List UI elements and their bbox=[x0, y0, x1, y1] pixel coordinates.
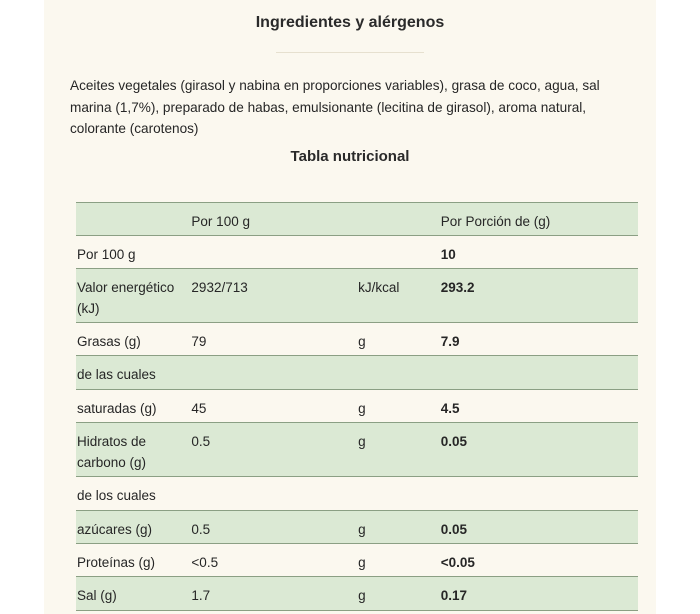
row-unit bbox=[357, 477, 440, 511]
row-unit bbox=[357, 356, 440, 390]
row-value-per-portion bbox=[440, 356, 638, 390]
row-unit: g bbox=[357, 323, 440, 356]
row-label: Sal (g) bbox=[76, 577, 190, 611]
row-label: Valor energético (kJ) bbox=[76, 269, 190, 323]
row-value-per-100g: 1.7 bbox=[190, 577, 357, 611]
table-row bbox=[76, 544, 638, 577]
row-value-per-portion: 0.17 bbox=[440, 577, 638, 611]
nutrition-table bbox=[76, 202, 638, 611]
row-unit: g bbox=[357, 544, 440, 577]
row-unit: kJ/kcal bbox=[357, 269, 440, 323]
ingredients-text: Aceites vegetales (girasol y nabina en proporciones variables), grasa de coco, agua, sal marina (1,7%), preparado de habas, emulsionante (lecitina de girasol), aroma natural, colorante (carotenos) bbox=[70, 78, 600, 136]
row-value-per-100g bbox=[190, 236, 357, 269]
table-row bbox=[76, 477, 638, 511]
table-row bbox=[76, 236, 638, 269]
row-value-per-portion: 10 bbox=[440, 236, 638, 269]
title-divider bbox=[276, 52, 424, 53]
row-label: Hidratos de carbono (g) bbox=[76, 423, 190, 477]
header-cell-label bbox=[76, 203, 190, 236]
row-value-per-100g: 2932/713 bbox=[190, 269, 357, 323]
row-value-per-100g: 79 bbox=[190, 323, 357, 356]
row-label: Por 100 g bbox=[76, 236, 190, 269]
table-header-row bbox=[76, 203, 638, 236]
row-value-per-100g: 0.5 bbox=[190, 511, 357, 544]
row-value-per-portion: 4.5 bbox=[440, 390, 638, 423]
row-value-per-100g: <0.5 bbox=[190, 544, 357, 577]
row-label: saturadas (g) bbox=[76, 390, 190, 423]
row-value-per-portion: 293.2 bbox=[440, 269, 638, 323]
row-value-per-portion: 7.9 bbox=[440, 323, 638, 356]
ingredients-title: Ingredientes y alérgenos bbox=[255, 14, 445, 31]
header-cell-per-portion: Por Porción de (g) bbox=[440, 203, 638, 236]
header-cell-per-100g: Por 100 g bbox=[190, 203, 357, 236]
table-row bbox=[76, 356, 638, 390]
row-unit: g bbox=[357, 511, 440, 544]
row-unit bbox=[357, 236, 440, 269]
row-unit: g bbox=[357, 390, 440, 423]
row-label: Proteínas (g) bbox=[76, 544, 190, 577]
row-value-per-portion: 0.05 bbox=[440, 423, 638, 477]
row-unit: g bbox=[357, 577, 440, 611]
row-value-per-100g: 0.5 bbox=[190, 423, 357, 477]
product-info-panel bbox=[44, 0, 656, 614]
row-value-per-portion bbox=[440, 477, 638, 511]
row-value-per-portion: 0.05 bbox=[440, 511, 638, 544]
row-value-per-portion: <0.05 bbox=[440, 544, 638, 577]
table-row bbox=[76, 269, 638, 323]
table-row bbox=[76, 577, 638, 611]
row-label: Grasas (g) bbox=[76, 323, 190, 356]
row-label: de las cuales bbox=[76, 356, 190, 390]
row-value-per-100g: 45 bbox=[190, 390, 357, 423]
table-row bbox=[76, 390, 638, 423]
table-row bbox=[76, 323, 638, 356]
row-unit: g bbox=[357, 423, 440, 477]
row-label: de los cuales bbox=[76, 477, 190, 511]
header-cell-unit bbox=[357, 203, 440, 236]
table-row bbox=[76, 511, 638, 544]
row-value-per-100g bbox=[190, 477, 357, 511]
row-label: azúcares (g) bbox=[76, 511, 190, 544]
row-value-per-100g bbox=[190, 356, 357, 390]
table-row bbox=[76, 423, 638, 477]
nutrition-table-title: Tabla nutricional bbox=[290, 148, 410, 165]
